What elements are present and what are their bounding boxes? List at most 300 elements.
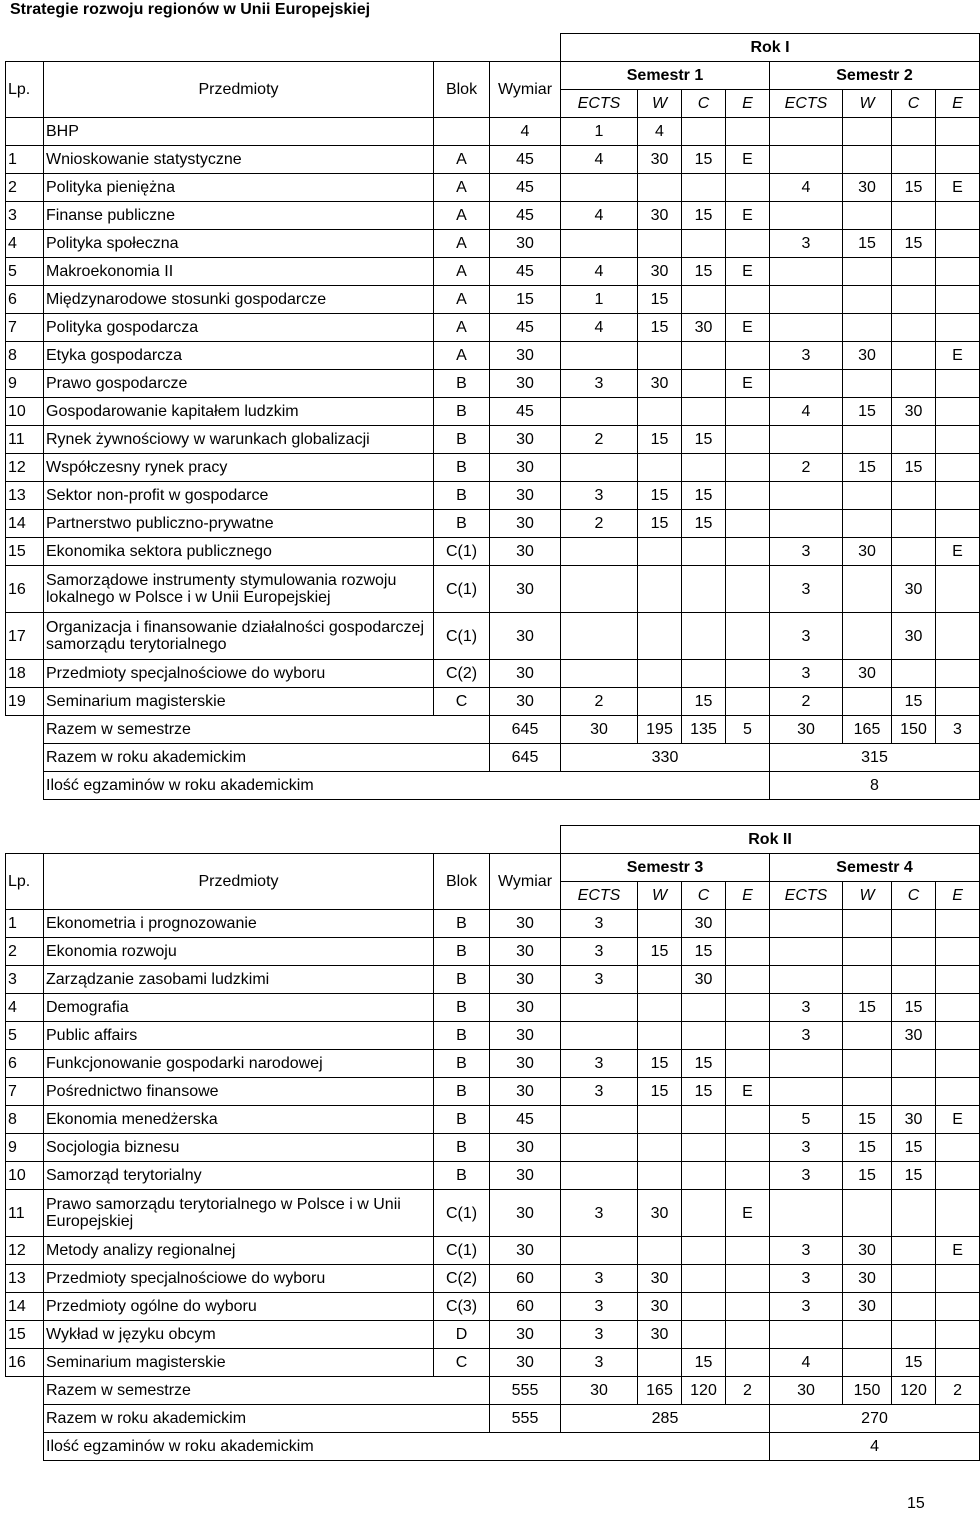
- row-e-a: [726, 1106, 770, 1134]
- row-block: C(1): [434, 613, 490, 660]
- row-w-a: [638, 1349, 682, 1377]
- row-w-a: [638, 1162, 682, 1190]
- row-c-a: 30: [682, 966, 726, 994]
- row-subject: Przedmioty ogólne do wyboru: [44, 1293, 434, 1321]
- row-c-a: [682, 118, 726, 146]
- row-lp: 11: [6, 1190, 44, 1237]
- row-c-a: 15: [682, 938, 726, 966]
- row-e-b: [936, 230, 980, 258]
- row-lp: 13: [6, 482, 44, 510]
- row-c-b: [892, 482, 936, 510]
- row-hours: 30: [490, 454, 561, 482]
- row-e-b: E: [936, 1106, 980, 1134]
- table-row: [6, 314, 980, 342]
- row-e-a: [726, 1134, 770, 1162]
- row-lp: 11: [6, 426, 44, 454]
- row-ects-a: [561, 1134, 638, 1162]
- row-e-a: [726, 454, 770, 482]
- row-e-b: [936, 1050, 980, 1078]
- row-hours: 30: [490, 994, 561, 1022]
- row-c-a: [682, 613, 726, 660]
- row-subject: Makroekonomia II: [44, 258, 434, 286]
- row-lp: 9: [6, 1134, 44, 1162]
- row-w-b: 30: [843, 1265, 892, 1293]
- table-row: [6, 1134, 980, 1162]
- row-e-a: [726, 286, 770, 314]
- row-c-a: 30: [682, 910, 726, 938]
- year-2-exams-label: Ilość egzaminów w roku akademickim: [44, 1433, 770, 1461]
- row-c-b: 15: [892, 230, 936, 258]
- row-ects-b: [770, 1190, 843, 1237]
- row-e-b: [936, 314, 980, 342]
- row-c-b: 30: [892, 1022, 936, 1050]
- row-e-a: [726, 1050, 770, 1078]
- year-2-semester-a: Semestr 3: [561, 854, 770, 882]
- row-e-b: [936, 660, 980, 688]
- row-subject: Rynek żywnościowy w warunkach globalizacji: [44, 426, 434, 454]
- row-lp: 19: [6, 688, 44, 716]
- row-hours: 30: [490, 342, 561, 370]
- row-e-a: [726, 538, 770, 566]
- table-row: [6, 482, 980, 510]
- row-block: B: [434, 1050, 490, 1078]
- row-w-a: 30: [638, 1321, 682, 1349]
- row-lp: 14: [6, 1293, 44, 1321]
- year-1-exams-row: [6, 772, 980, 800]
- row-e-a: [726, 342, 770, 370]
- row-lp: 4: [6, 994, 44, 1022]
- row-e-b: [936, 510, 980, 538]
- row-w-a: [638, 230, 682, 258]
- row-w-b: [843, 966, 892, 994]
- row-ects-b: 3: [770, 1162, 843, 1190]
- row-w-a: [638, 1106, 682, 1134]
- row-lp: 17: [6, 613, 44, 660]
- row-c-a: 15: [682, 1078, 726, 1106]
- year-1-sum-semester-label: Razem w semestrze: [44, 716, 490, 744]
- row-c-b: 15: [892, 454, 936, 482]
- row-e-b: [936, 426, 980, 454]
- row-ects-a: [561, 398, 638, 426]
- row-e-b: [936, 688, 980, 716]
- row-w-a: 15: [638, 482, 682, 510]
- row-lp: 4: [6, 230, 44, 258]
- row-w-a: [638, 1022, 682, 1050]
- row-lp: 12: [6, 1237, 44, 1265]
- row-hours: 60: [490, 1265, 561, 1293]
- year-1-sub-ects-b: ECTS: [770, 90, 843, 118]
- year-2-sum-year-total: 555: [490, 1405, 561, 1433]
- row-ects-b: [770, 1078, 843, 1106]
- row-c-b: [892, 910, 936, 938]
- table-row: [6, 258, 980, 286]
- row-block: B: [434, 510, 490, 538]
- row-w-a: 30: [638, 258, 682, 286]
- row-w-b: 15: [843, 398, 892, 426]
- year-1-sub-w-b: W: [843, 90, 892, 118]
- table-row: [6, 398, 980, 426]
- row-c-a: [682, 566, 726, 613]
- table-row: [6, 146, 980, 174]
- table-row: [6, 510, 980, 538]
- row-w-b: [843, 566, 892, 613]
- year-1-sub-c-a: C: [682, 90, 726, 118]
- row-block: C(1): [434, 1190, 490, 1237]
- table-row: [6, 1265, 980, 1293]
- row-block: B: [434, 370, 490, 398]
- row-hours: 30: [490, 660, 561, 688]
- page-number: 15: [907, 1495, 925, 1512]
- row-c-b: 15: [892, 174, 936, 202]
- row-c-a: 15: [682, 482, 726, 510]
- row-block: A: [434, 258, 490, 286]
- row-e-b: [936, 1265, 980, 1293]
- row-c-a: [682, 342, 726, 370]
- row-subject: Samorząd terytorialny: [44, 1162, 434, 1190]
- row-subject: Prawo samorządu terytorialnego w Polsce i w Unii Europejskiej: [44, 1190, 434, 1237]
- row-e-a: [726, 1293, 770, 1321]
- row-lp: 7: [6, 314, 44, 342]
- row-ects-b: [770, 370, 843, 398]
- row-w-a: [638, 1134, 682, 1162]
- row-c-a: [682, 1293, 726, 1321]
- year-2-sub-ects-a: ECTS: [561, 882, 638, 910]
- year-1-sub-e-a: E: [726, 90, 770, 118]
- row-block: C: [434, 688, 490, 716]
- year-2-sum-semester-value: 30: [770, 1377, 843, 1405]
- row-block: C: [434, 1349, 490, 1377]
- row-w-b: [843, 118, 892, 146]
- row-lp: 13: [6, 1265, 44, 1293]
- row-ects-a: [561, 994, 638, 1022]
- row-w-b: [843, 286, 892, 314]
- row-hours: 30: [490, 566, 561, 613]
- row-block: B: [434, 454, 490, 482]
- row-c-a: [682, 398, 726, 426]
- row-subject: Gospodarowanie kapitałem ludzkim: [44, 398, 434, 426]
- row-subject: Seminarium magisterskie: [44, 688, 434, 716]
- year-2-exams-row: [6, 1433, 980, 1461]
- year-2-year-title: Rok II: [561, 826, 980, 854]
- row-ects-a: [561, 1106, 638, 1134]
- row-e-a: [726, 1237, 770, 1265]
- year-1-sum-semester-row: [6, 716, 980, 744]
- row-c-b: 15: [892, 1134, 936, 1162]
- row-ects-b: 2: [770, 688, 843, 716]
- row-subject: Seminarium magisterskie: [44, 1349, 434, 1377]
- row-w-b: 15: [843, 1162, 892, 1190]
- row-block: A: [434, 202, 490, 230]
- row-ects-a: [561, 230, 638, 258]
- row-block: C(1): [434, 566, 490, 613]
- row-c-b: [892, 1237, 936, 1265]
- year-2-sub-w-a: W: [638, 882, 682, 910]
- row-c-b: 15: [892, 688, 936, 716]
- row-lp: 15: [6, 538, 44, 566]
- row-w-b: 30: [843, 660, 892, 688]
- row-c-a: [682, 1106, 726, 1134]
- row-lp: 5: [6, 1022, 44, 1050]
- row-c-b: [892, 938, 936, 966]
- row-block: A: [434, 230, 490, 258]
- row-subject: Metody analizy regionalnej: [44, 1237, 434, 1265]
- row-e-a: [726, 1349, 770, 1377]
- row-w-a: 30: [638, 146, 682, 174]
- table-row: [6, 426, 980, 454]
- year-1-semester-a: Semestr 1: [561, 62, 770, 90]
- row-lp: 8: [6, 1106, 44, 1134]
- row-block: D: [434, 1321, 490, 1349]
- row-c-a: [682, 1134, 726, 1162]
- row-subject: BHP: [44, 118, 434, 146]
- row-e-a: [726, 660, 770, 688]
- row-e-b: [936, 966, 980, 994]
- row-hours: 15: [490, 286, 561, 314]
- row-w-a: [638, 966, 682, 994]
- row-w-a: 15: [638, 1050, 682, 1078]
- row-w-b: 30: [843, 1237, 892, 1265]
- row-w-b: [843, 314, 892, 342]
- row-ects-a: 4: [561, 314, 638, 342]
- year-1-sum-blank: [6, 716, 44, 744]
- row-block: B: [434, 994, 490, 1022]
- year-1-semester-b: Semestr 2: [770, 62, 980, 90]
- row-hours: 30: [490, 688, 561, 716]
- row-w-a: 15: [638, 510, 682, 538]
- row-w-b: [843, 258, 892, 286]
- table-row: [6, 688, 980, 716]
- row-ects-a: 1: [561, 118, 638, 146]
- row-c-a: [682, 370, 726, 398]
- row-e-a: [726, 688, 770, 716]
- row-lp: 9: [6, 370, 44, 398]
- row-c-b: 30: [892, 398, 936, 426]
- row-block: B: [434, 966, 490, 994]
- year-1-sum-semester-value: 165: [843, 716, 892, 744]
- year-2-col-lp: Lp.: [6, 854, 44, 910]
- row-ects-b: [770, 1321, 843, 1349]
- year-2-sum-year-row: [6, 1405, 980, 1433]
- row-w-b: 30: [843, 342, 892, 370]
- table-row: [6, 1162, 980, 1190]
- row-e-a: [726, 966, 770, 994]
- row-ects-b: 4: [770, 1349, 843, 1377]
- row-ects-a: 3: [561, 1190, 638, 1237]
- row-subject: Współczesny rynek pracy: [44, 454, 434, 482]
- table-row: [6, 613, 980, 660]
- year-1-exams-value: 8: [770, 772, 980, 800]
- row-e-b: [936, 146, 980, 174]
- row-block: B: [434, 1078, 490, 1106]
- row-e-a: E: [726, 370, 770, 398]
- row-w-a: 4: [638, 118, 682, 146]
- year-2-table: [5, 825, 980, 1461]
- row-lp: 12: [6, 454, 44, 482]
- row-hours: 45: [490, 174, 561, 202]
- row-w-a: [638, 910, 682, 938]
- row-c-a: [682, 454, 726, 482]
- row-c-a: [682, 1162, 726, 1190]
- row-w-a: [638, 174, 682, 202]
- row-ects-a: [561, 454, 638, 482]
- row-subject: Przedmioty specjalnościowe do wyboru: [44, 660, 434, 688]
- row-hours: 45: [490, 398, 561, 426]
- row-ects-b: [770, 426, 843, 454]
- row-e-b: [936, 1293, 980, 1321]
- row-w-a: [638, 994, 682, 1022]
- row-hours: 30: [490, 1237, 561, 1265]
- year-1-sum-semester-value: 195: [638, 716, 682, 744]
- row-ects-a: 3: [561, 1293, 638, 1321]
- row-ects-b: 4: [770, 174, 843, 202]
- row-e-a: [726, 230, 770, 258]
- row-lp: 10: [6, 1162, 44, 1190]
- row-e-a: [726, 510, 770, 538]
- row-c-b: [892, 966, 936, 994]
- table-row: [6, 1293, 980, 1321]
- row-e-b: [936, 1190, 980, 1237]
- table-row: [6, 1106, 980, 1134]
- row-ects-a: [561, 1237, 638, 1265]
- year-2-sub-ects-b: ECTS: [770, 882, 843, 910]
- row-ects-a: 3: [561, 1265, 638, 1293]
- year-2-sub-c-b: C: [892, 882, 936, 910]
- row-w-b: 15: [843, 454, 892, 482]
- year-1-header-columns: [6, 62, 980, 90]
- table-row: [6, 174, 980, 202]
- row-lp: 8: [6, 342, 44, 370]
- row-w-a: [638, 660, 682, 688]
- year-1-sum-year-sem-b: 315: [770, 744, 980, 772]
- row-c-a: 30: [682, 314, 726, 342]
- row-hours: 4: [490, 118, 561, 146]
- row-ects-b: 3: [770, 1237, 843, 1265]
- year-2-sum-blank: [6, 1377, 44, 1405]
- row-ects-b: 2: [770, 454, 843, 482]
- row-w-a: 15: [638, 426, 682, 454]
- row-ects-a: 3: [561, 1078, 638, 1106]
- row-c-b: 30: [892, 613, 936, 660]
- row-c-a: [682, 230, 726, 258]
- row-w-a: 15: [638, 286, 682, 314]
- row-block: B: [434, 482, 490, 510]
- row-c-a: 15: [682, 688, 726, 716]
- row-block: [434, 118, 490, 146]
- row-e-a: E: [726, 258, 770, 286]
- row-e-a: E: [726, 1078, 770, 1106]
- year-2-semester-b: Semestr 4: [770, 854, 980, 882]
- row-subject: Ekonomia rozwoju: [44, 938, 434, 966]
- row-w-a: 30: [638, 1293, 682, 1321]
- row-e-b: [936, 1321, 980, 1349]
- year-1-year-title: Rok I: [561, 34, 980, 62]
- row-e-b: [936, 398, 980, 426]
- year-1-sum-year-label: Razem w roku akademickim: [44, 744, 490, 772]
- row-c-a: [682, 286, 726, 314]
- row-ects-a: 4: [561, 202, 638, 230]
- row-c-a: [682, 1265, 726, 1293]
- year-1-sum-semester-value: 30: [770, 716, 843, 744]
- row-e-b: [936, 910, 980, 938]
- row-ects-b: [770, 258, 843, 286]
- row-ects-a: 4: [561, 258, 638, 286]
- row-w-a: [638, 613, 682, 660]
- year-2-sum-semester-value: 120: [892, 1377, 936, 1405]
- row-ects-a: [561, 1162, 638, 1190]
- year-1-col-wymiar: Wymiar: [490, 62, 561, 118]
- year-2-header-blank: [6, 826, 561, 854]
- year-1-col-lp: Lp.: [6, 62, 44, 118]
- row-w-a: [638, 688, 682, 716]
- year-2-header-year: [6, 826, 980, 854]
- row-e-b: [936, 1022, 980, 1050]
- row-hours: 30: [490, 938, 561, 966]
- year-2-sub-w-b: W: [843, 882, 892, 910]
- row-hours: 30: [490, 613, 561, 660]
- row-ects-b: [770, 118, 843, 146]
- row-c-b: [892, 342, 936, 370]
- row-e-b: [936, 118, 980, 146]
- row-subject: Ekonometria i prognozowanie: [44, 910, 434, 938]
- row-ects-b: [770, 202, 843, 230]
- row-ects-b: [770, 314, 843, 342]
- row-e-b: [936, 482, 980, 510]
- year-2-exams-blank: [6, 1433, 44, 1461]
- row-e-a: E: [726, 146, 770, 174]
- year-2-sum-year-sem-b: 270: [770, 1405, 980, 1433]
- row-block: C(3): [434, 1293, 490, 1321]
- year-2-sum-semester-value: 30: [561, 1377, 638, 1405]
- row-subject: Sektor non-profit w gospodarce: [44, 482, 434, 510]
- row-w-b: [843, 202, 892, 230]
- year-2-sum-year-sem-a: 285: [561, 1405, 770, 1433]
- row-ects-b: 3: [770, 660, 843, 688]
- table-row: [6, 202, 980, 230]
- year-1-sub-ects-a: ECTS: [561, 90, 638, 118]
- row-hours: 30: [490, 910, 561, 938]
- year-1-exams-label: Ilość egzaminów w roku akademickim: [44, 772, 770, 800]
- row-hours: 30: [490, 1190, 561, 1237]
- row-ects-a: 2: [561, 426, 638, 454]
- row-ects-b: 3: [770, 342, 843, 370]
- row-e-a: E: [726, 202, 770, 230]
- row-subject: Polityka społeczna: [44, 230, 434, 258]
- row-subject: Międzynarodowe stosunki gospodarcze: [44, 286, 434, 314]
- row-ects-a: [561, 660, 638, 688]
- row-lp: 2: [6, 938, 44, 966]
- row-ects-a: 2: [561, 688, 638, 716]
- year-1-sub-e-b: E: [936, 90, 980, 118]
- row-e-b: [936, 613, 980, 660]
- row-hours: 45: [490, 258, 561, 286]
- row-c-b: [892, 1050, 936, 1078]
- row-w-a: [638, 342, 682, 370]
- row-e-a: [726, 1162, 770, 1190]
- row-e-b: E: [936, 342, 980, 370]
- row-c-b: 15: [892, 1349, 936, 1377]
- row-c-a: [682, 1022, 726, 1050]
- row-w-b: [843, 146, 892, 174]
- row-lp: 3: [6, 202, 44, 230]
- row-e-b: [936, 994, 980, 1022]
- row-w-b: 30: [843, 174, 892, 202]
- row-ects-b: 4: [770, 398, 843, 426]
- row-e-b: [936, 258, 980, 286]
- table-row: [6, 454, 980, 482]
- row-block: B: [434, 1106, 490, 1134]
- row-c-b: [892, 146, 936, 174]
- row-subject: Samorządowe instrumenty stymulowania rozwoju lokalnego w Polsce i w Unii Europejskiej: [44, 566, 434, 613]
